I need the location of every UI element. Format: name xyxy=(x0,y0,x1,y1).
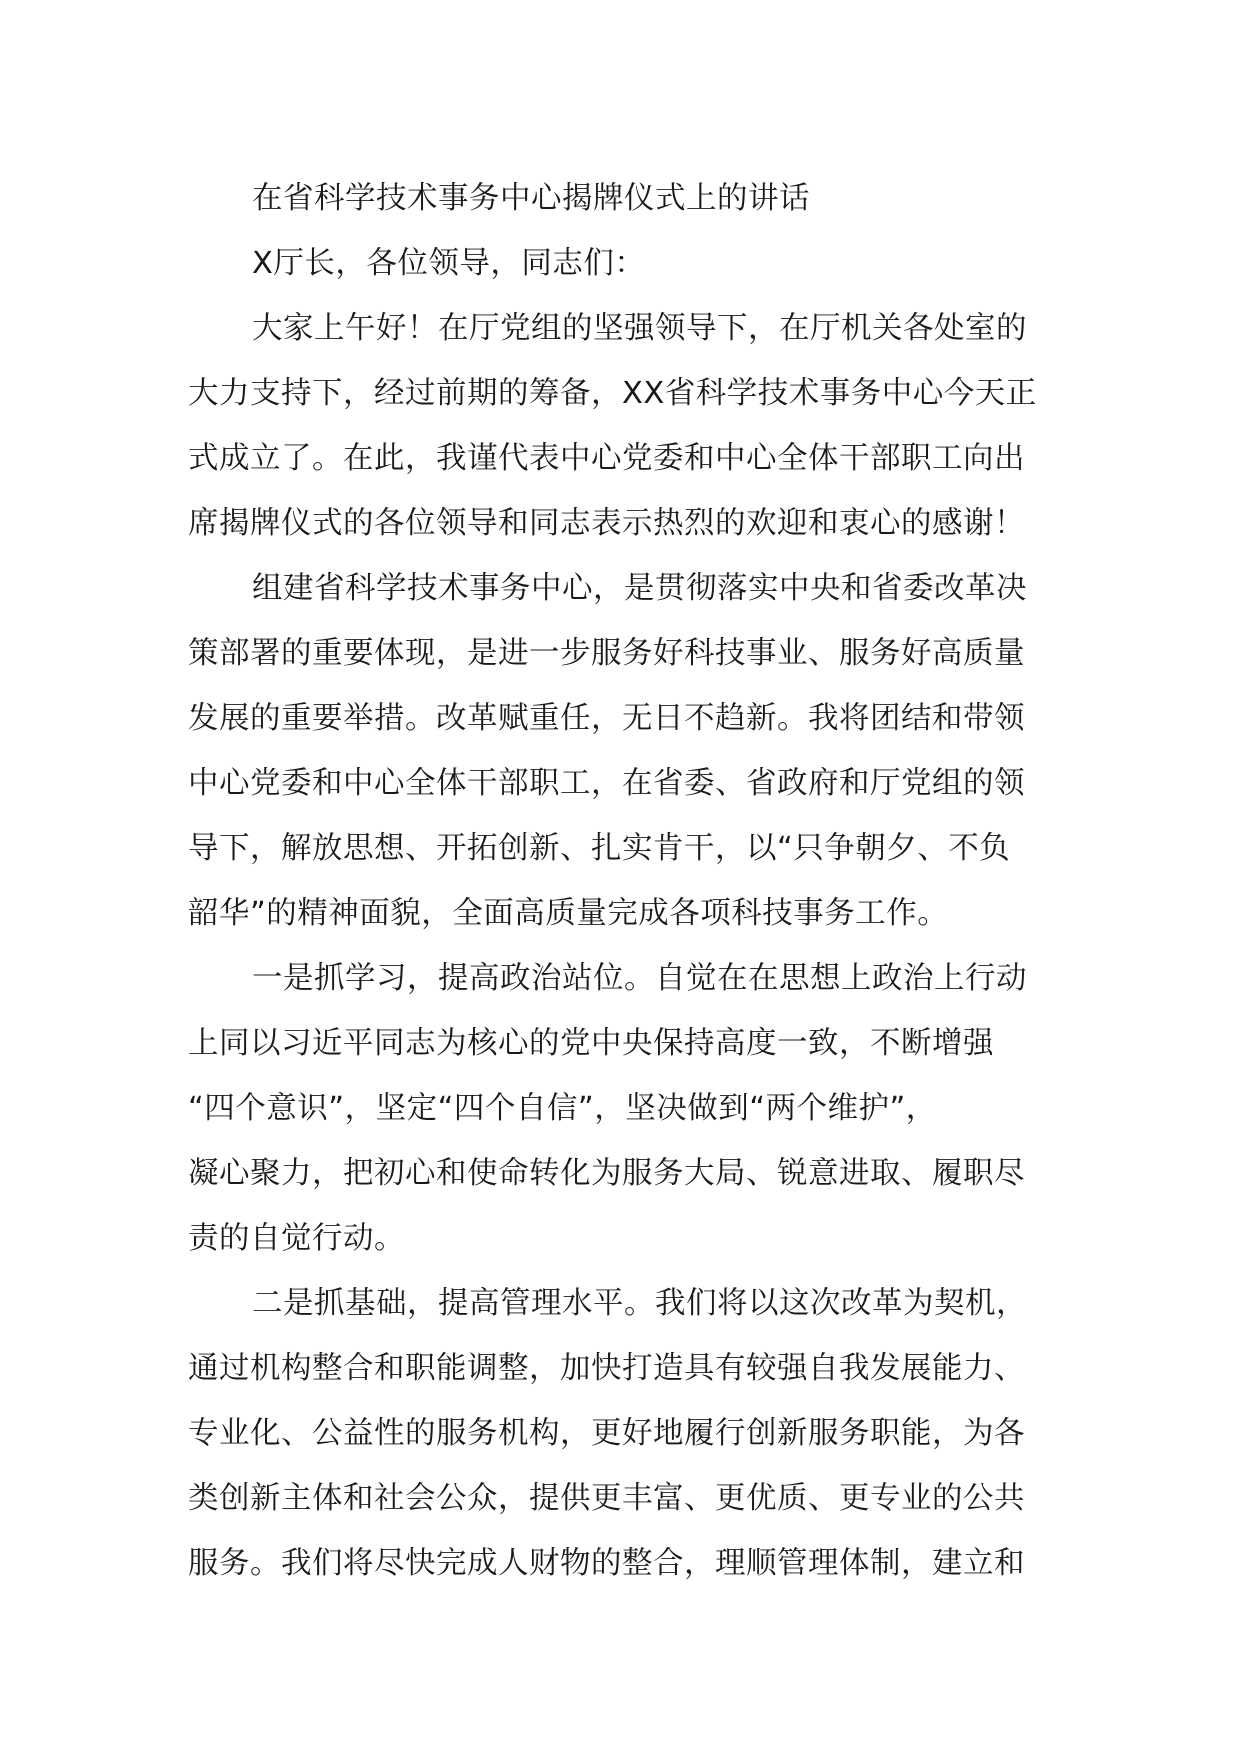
text-line: 式成立了。在此，我谨代表中心党委和中心全体干部职工向出 xyxy=(188,441,1025,476)
text-line: 韶华”的精神面貌，全面高质量完成各项科技事务工作。 xyxy=(188,896,949,931)
salutation: X厅长，各位领导，同志们： xyxy=(252,246,646,281)
text-line: 一是抓学习，提高政治站位。自觉在在思想上政治上行动 xyxy=(252,961,1027,996)
text-line: 专业化、公益性的服务机构，更好地履行创新服务职能，为各 xyxy=(188,1416,1025,1451)
text-line: 导下，解放思想、开拓创新、扎实肯干，以“只争朝夕、不负 xyxy=(188,831,1011,866)
text-line: 凝心聚力，把初心和使命转化为服务大局、锐意进取、履职尽 xyxy=(188,1156,1025,1191)
text-line: “四个意识”，坚定“四个自信”，坚决做到“两个维护”， xyxy=(188,1091,937,1126)
text-line: 通过机构整合和职能调整，加快打造具有较强自我发展能力、 xyxy=(188,1351,1025,1386)
text-line: 发展的重要举措。改革赋重任，无日不趋新。我将团结和带领 xyxy=(188,701,1025,736)
text-line: 中心党委和中心全体干部职工，在省委、省政府和厅党组的领 xyxy=(188,766,1025,801)
text-line: 服务。我们将尽快完成人财物的整合，理顺管理体制，建立和 xyxy=(188,1546,1025,1581)
text-line: 席揭牌仪式的各位领导和同志表示热烈的欢迎和衷心的感谢！ xyxy=(188,506,1025,541)
text-line: 上同以习近平同志为核心的党中央保持高度一致，不断增强 xyxy=(188,1026,994,1061)
text-line: 大家上午好！在厅党组的坚强领导下，在厅机关各处室的 xyxy=(252,311,1027,346)
text-line: 类创新主体和社会公众，提供更丰富、更优质、更专业的公共 xyxy=(188,1481,1025,1516)
speech-body xyxy=(188,166,1050,1596)
text-line: 责的自觉行动。 xyxy=(188,1221,405,1256)
text-line: 大力支持下，经过前期的筹备，XX省科学技术事务中心今天正 xyxy=(188,376,1037,411)
text-line: 二是抓基础，提高管理水平。我们将以这次改革为契机， xyxy=(252,1286,1027,1321)
speech-title: 在省科学技术事务中心揭牌仪式上的讲话 xyxy=(252,181,810,216)
text-line: 组建省科学技术事务中心，是贯彻落实中央和省委改革决 xyxy=(252,571,1027,606)
text-line: 策部署的重要体现，是进一步服务好科技事业、服务好高质量 xyxy=(188,636,1025,671)
